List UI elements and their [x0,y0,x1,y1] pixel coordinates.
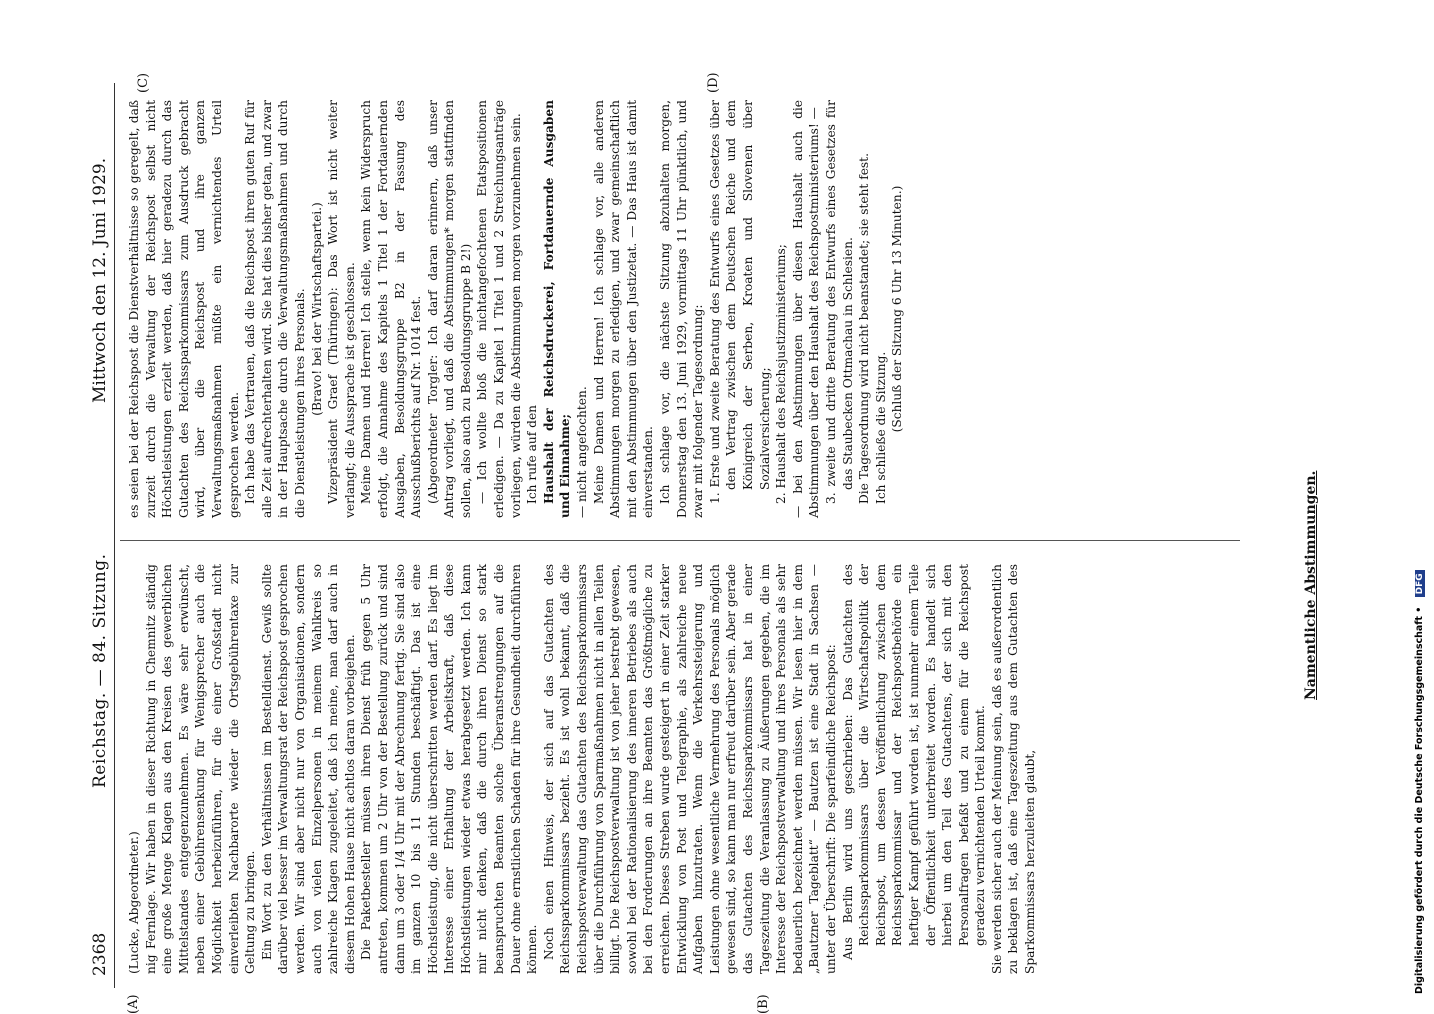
dfg-logo: DFG [1415,570,1425,597]
session-title: Reichstag. — 84. Sitzung. [90,553,110,788]
quotation: Aus Berlin wird uns geschrieben: Das Gutachten des Reichssparkommissars über die Wirtschaftspolitik der Reichspost, um dessen Veröffentlichung zwischen dem Reichssparkommissar und der Reichspostbehörde ein heftiger Kampf geführt worden ist, ist nunmehr einem Teile der Öffentlichkeit unterbreitet worden. Es handelt sich hierbei um den Teil des Gutachtens, der sich mit den Personalfragen befaßt und zu einem für die Reichspost geradezu vernichtenden Urteil kommt. [840,564,988,960]
page-number: 2368 [90,932,110,976]
digitization-credit [1414,9,1430,994]
paragraph: — nicht angefochten. [575,386,590,518]
agenda-list-item: 1. Erste und zweite Beratung des Entwurfs eines Gesetzes über den Vertrag zwischen dem Deutschen Reiche und dem Königreich der Serben, Kroaten und Slovenen über Sozialversicherung; [707,100,772,504]
paragraph: nig Fernlage. Wir haben in dieser Richtung in Chemnitz ständig eine große Menge Klagen aus den Kreisen des gewerblichen Mittelstandes entgegenzunehmen. Es wäre sehr erwünscht, neben einer Gebührensenkung für Wenigsprecher auch die Möglichkeit herbeizuführen, für die einer Großstadt nicht einverleibten Nachbarorte wieder die Ortsgebührentaxe zur Geltung zu bringen. [143,564,258,974]
margin-mark-a: (A) [126,994,141,1014]
agenda-item: Haushalt der Reichsdruckerei, Fortdauernde Ausgaben und Einnahme; [541,100,573,518]
right-column [126,100,906,518]
margin-mark-d: (D) [706,72,721,93]
paragraph: Vizepräsident Graef (Thüringen): Das Wort ist nicht weiter verlangt; die Aussprache ist geschlossen. [326,100,357,518]
closing-note: (Schluß der Sitzung 6 Uhr 13 Minuten.) [890,185,905,433]
left-column [126,564,1039,974]
paragraph: Sie werden sicher auch der Meinung sein, daß es außerordentlich zu beklagen ist, daß eine Tageszeitung aus dem Gutachten des Sparkommissars herzuleiten glaubt, [989,564,1038,974]
paragraph: Ich habe das Vertrauen, daß die Reichspost ihren guten Ruf für alle Zeit aufrechterhalten wird. Sie hat dies bisher getan, und zwar in der Hauptsache durch die Verwaltungsmaßnahmen und durch die Dienstleistungen ihres Personals. [243,100,307,518]
credit-text: Digitalisierung gefördert durch die Deutsche Forschungsgemeinschaft • [1414,606,1425,994]
margin-mark-b: (B) [756,994,771,1014]
paragraph: Ein Wort zu den Verhältnissen im Bestelldienst. Gewiß sollte darüber viel besser im Verwaltungsrat der Reichspost gesprochen werden. Wir sind aber nicht nur von Organisationen, sondern auch von vielen Einzelpersonen in meinem Wahlkreis so zahlreiche Klagen zugeleitet, daß ich meine, man darf auch in diesem Hohen Hause nicht achtlos daran vorbeigehen. [259,564,357,974]
paragraph: es seien bei der Reichspost die Dienstverhältnisse so geregelt, daß zurzeit durch die Verwaltung der Reichspost selbst nicht Höchstleistungen erzielt werden, daß hier geradezu durch das Gutachten des Reichssparkommissars zum Ausdruck gebracht wird, über die Reichspost und ihre ganzen Verwaltungsmaßnahmen müßte ein vernichtendes Urteil gesprochen werden. [127,100,241,518]
paragraph: — Ich wollte bloß die nichtangefochtenen Etatspositionen erledigen. — Da zu Kapitel 1 Titel 1 und 2 Streichungsanträge vorliegen, würden die Abstimmungen morgen vorzunehmen sein. [475,100,523,518]
paragraph: Meine Damen und Herren! Ich schlage vor, alle anderen Abstimmungen morgen zu erledigen, und zwar gemeinschaftlich mit den Abstimmungen über den Justizetat. — Das Haus ist damit einverstanden. [591,100,656,518]
scanned-page [80,72,1230,1014]
section-heading-wrap [1300,300,1320,700]
header-rule [114,83,115,988]
paragraph: Die Tagesordnung wird nicht beanstandet; sie steht fest. [857,153,872,504]
paragraph: Ich schließe die Sitzung. [873,351,888,504]
page-header [86,83,116,988]
paragraph: (Lucke, Abgeordneter.) [127,831,141,974]
paragraph: Die Paketbesteller müssen ihren Dienst früh gegen 5 Uhr antreten, kommen um 2 Uhr von der Bestellung zurück und sind dann um 3 oder 1/4 Uhr mit der Abrechnung fertig. Sie sind also im ganzen 10 bis 11 Stunden beschäftigt. Das ist eine Höchstleistung, die nicht überschritten werden darf. Es liegt im Interesse einer Erhaltung der Arbeitskraft, daß diese Höchstleistungen wieder etwas herabgesetzt werden. Ich kann mir nicht denken, daß die durch ihren Dienst so stark beanspruchten Beamten solche Überanstrengungen auf die Dauer ohne ernstlichen Schaden für ihre Gesundheit durchführen können. [359,564,540,974]
agenda-list-item: 2. Haushalt des Reichsjustizministeriums; [774,244,789,504]
paragraph: Ich schlage vor, die nächste Sitzung abzuhalten morgen, Donnerstag den 13. Juni 1929, vormittags 11 Uhr pünktlich, und zwar mit folgender Tagesordnung: [658,100,706,518]
paragraph: Meine Damen und Herren! Ich stelle, wenn kein Widerspruch erfolgt, die Annahme des Kapitels 1 Titel 1 der Fortdauernden Ausgaben, Besoldungsgruppe B2 in der Fassung des Ausschußberichts auf Nr. 1014 fest. [359,100,424,518]
interjection: (Abgeordneter Torgler: Ich darf daran erinnern, daß unser Antrag vorliegt, und daß die Abstimmungen* morgen stattfinden sollen, also auch zu Besoldungsgruppe B 2!) [425,100,473,518]
interjection: (Bravo! bei der Wirtschaftspartei.) [309,202,324,416]
margin-mark-c: (C) [136,72,151,93]
column-divider [120,540,1240,541]
paragraph: Noch einen Hinweis, der sich auf das Gutachten des Reichssparkommissars bezieht. Es ist wohl bekannt, daß die Reichspostverwaltung das Gutachten des Reichssparkommissars über die Durchführung von Sparmaßnahmen nicht in allen Teilen billigt. Die Reichspostverwaltung ist von jeher bestrebt gewesen, sowohl bei der Rationalisierung des inneren Betriebes als auch bei den Forderungen an ihre Beamten das Größtmögliche zu erreichen. Dieses Streben wurde gesteigert in einer Zeit starker Entwicklung von Post und Telegraphie, als zahlreiche neue Aufgaben hinzutraten. Wenn die Verkehrssteigerung und Leistungen ohne wesentliche Vermehrung des Personals möglich gewesen sind, so kann man nur erfreut darüber sein. Aber gerade das Gutachten des Reichssparkommissars hat in einer Tageszeitung die Veranlassung zu Äußerungen gegeben, die im Interesse der Reichspostverwaltung und ihres Personals als sehr bedauerlich bezeichnet werden müssen. Wir lesen hier in dem „Bautzner Tageblatt“ — Bautzen ist eine Stadt in Sachsen — unter der Überschrift: Die sparfeindliche Reichspost: [541,564,838,974]
session-date: Mittwoch den 12. Juni 1929. [90,157,110,403]
agenda-list-item: 3. zweite und dritte Beratung des Entwurfs eines Gesetzes für das Staubecken Ottmachau in Schlesien. [823,100,855,504]
paragraph: Ich rufe auf den [525,405,540,504]
paragraph: — bei den Abstimmungen über diesen Haushalt auch die Abstimmungen über den Haushalt des Reichspostministeriums! — [790,100,822,518]
section-heading: Namentliche Abstimmungen. [1303,470,1319,700]
